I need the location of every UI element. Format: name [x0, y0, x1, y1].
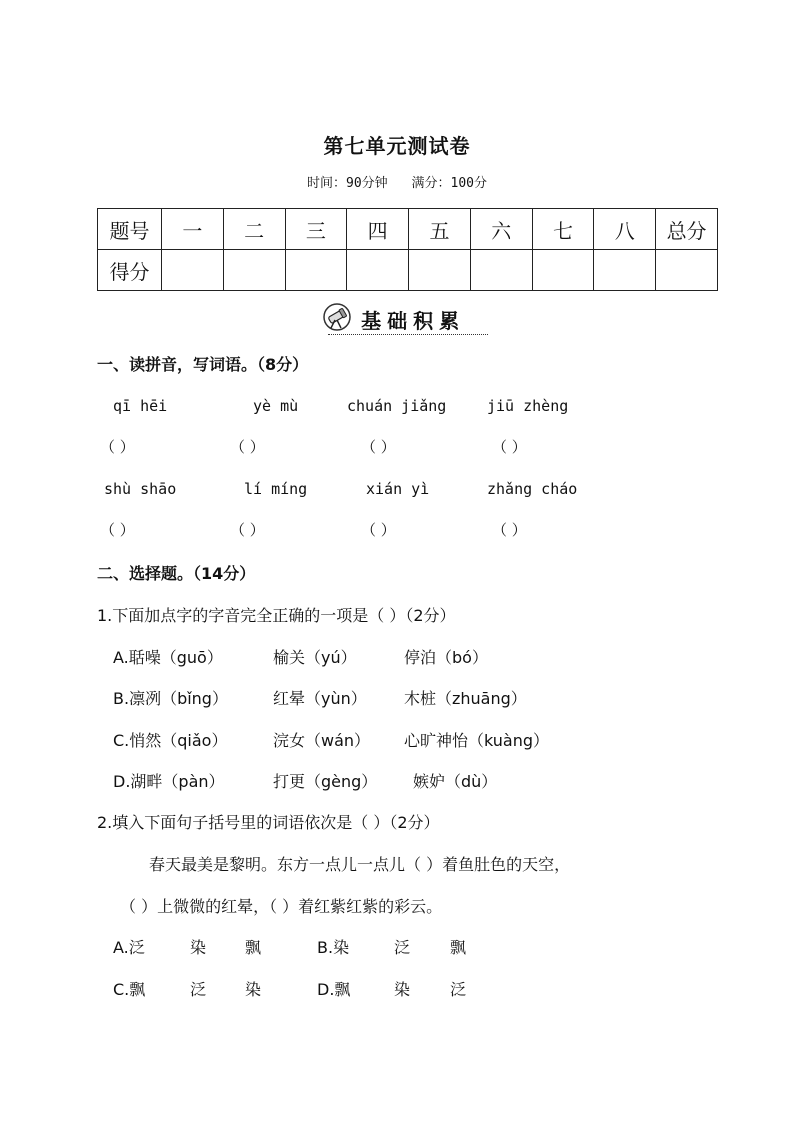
answer-blank[interactable]: （ ） [492, 521, 527, 539]
score-input-cell[interactable] [162, 250, 224, 291]
score-table-cell: 二 [223, 209, 285, 250]
section-underline [328, 334, 488, 335]
score-input-cell[interactable] [470, 250, 532, 291]
score-table-cell: 题号 [98, 209, 162, 250]
score-table-cell: 得分 [98, 250, 162, 291]
section-heading [322, 302, 465, 338]
pinyin-item: shù shāo [104, 480, 177, 498]
score-table-cell: 三 [285, 209, 347, 250]
exam-full-score: 满分：100分 [411, 176, 487, 191]
answer-blank[interactable]: （ ） [100, 521, 135, 539]
option-item: 嫉妒（dù） [413, 772, 498, 791]
score-table-cell: 七 [532, 209, 594, 250]
option-item: 泛 [190, 980, 207, 999]
option-item: 停泊（bó） [404, 648, 488, 667]
answer-blank[interactable]: （ ） [100, 438, 135, 456]
page-title: 第七单元测试卷 [323, 134, 471, 158]
score-table-cell: 四 [347, 209, 409, 250]
answer-blank[interactable]: （ ） [230, 521, 265, 539]
exam-time: 时间：90分钟 [307, 176, 388, 191]
option-item: 打更（gèng） [273, 772, 378, 791]
question-stem: 2.填入下面句子括号里的词语依次是（ ）（2分） [97, 813, 440, 832]
option-item: 飘 [450, 938, 467, 957]
exam-meta [0, 172, 794, 191]
option-item: 飘 [245, 938, 262, 957]
pinyin-item: jiū zhèng [487, 397, 569, 415]
option-item[interactable]: D.飘 [317, 980, 351, 999]
score-table-cell: 五 [409, 209, 471, 250]
question-2-heading: 二、选择题。（14分） [97, 564, 256, 583]
answer-blank[interactable]: （ ） [361, 438, 396, 456]
option-item[interactable]: C.飘 [113, 980, 146, 999]
score-table-cell: 八 [594, 209, 656, 250]
option-item: 心旷神怡（kuàng） [404, 731, 550, 750]
score-table-cell: 六 [470, 209, 532, 250]
passage-line: 春天最美是黎明。东方一点儿一点儿（ ）着鱼肚色的天空， [149, 855, 571, 874]
telescope-icon [322, 302, 352, 336]
option-item[interactable]: B.凛冽（bǐng） [113, 689, 228, 708]
score-input-cell[interactable] [409, 250, 471, 291]
score-input-cell[interactable] [347, 250, 409, 291]
pinyin-item: chuán jiǎng [347, 397, 447, 415]
answer-blank[interactable]: （ ） [230, 438, 265, 456]
answer-blank[interactable]: （ ） [361, 521, 396, 539]
section-label: 基础积累 [361, 308, 466, 333]
option-item: 染 [394, 980, 411, 999]
option-item: 浣女（wán） [273, 731, 371, 750]
pinyin-item: qī hēi [113, 397, 168, 415]
answer-blank[interactable]: （ ） [492, 438, 527, 456]
score-table-score-row [98, 250, 718, 291]
option-item: 染 [190, 938, 207, 957]
option-item: 泛 [450, 980, 467, 999]
option-item[interactable]: C.悄然（qiǎo） [113, 731, 228, 750]
question-1-heading: 一、读拼音，写词语。（8分） [97, 355, 309, 374]
option-item: 泛 [394, 938, 411, 957]
score-table-cell: 总分 [656, 209, 718, 250]
pinyin-item: zhǎng cháo [487, 480, 578, 498]
option-item[interactable]: A.泛 [113, 938, 145, 957]
score-input-cell[interactable] [532, 250, 594, 291]
pinyin-item: xián yì [366, 480, 430, 498]
option-item[interactable]: D.湖畔（pàn） [113, 772, 225, 791]
score-input-cell[interactable] [656, 250, 718, 291]
option-item: 染 [245, 980, 262, 999]
score-input-cell[interactable] [223, 250, 285, 291]
option-item: 榆关（yú） [273, 648, 357, 667]
passage-line: （ ）上微微的红晕，（ ）着红紫红紫的彩云。 [120, 897, 443, 916]
option-item[interactable]: A.聒噪（guō） [113, 648, 223, 667]
score-table-cell: 一 [162, 209, 224, 250]
score-input-cell[interactable] [285, 250, 347, 291]
score-table [97, 208, 718, 291]
pinyin-item: yè mù [253, 397, 299, 415]
option-item[interactable]: B.染 [317, 938, 350, 957]
score-input-cell[interactable] [594, 250, 656, 291]
question-stem: 1.下面加点字的字音完全正确的一项是（ ）（2分） [97, 606, 456, 625]
option-item: 红晕（yùn） [273, 689, 367, 708]
score-table-header-row [98, 209, 718, 250]
option-item: 木桩（zhuāng） [404, 689, 527, 708]
pinyin-item: lí míng [244, 480, 308, 498]
